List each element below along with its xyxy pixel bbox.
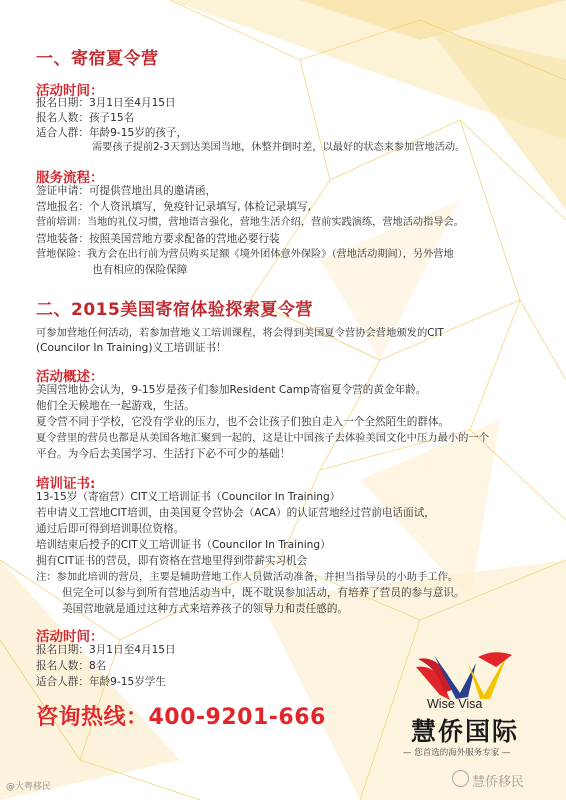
section1-activity-line: 需要孩子提前2-3天到达美国当地，休整并倒时差，以最好的状态来参加营地活动。	[92, 142, 466, 153]
section1-service-heading: 服务流程：	[36, 170, 104, 186]
section1-activity-time-heading: 活动时间：	[36, 83, 104, 99]
section2-overview-line: 他们全天候地在一起游戏，生活。	[36, 400, 195, 412]
section1-service-line: 营前培训：当地的礼仪习惯，营地语言强化，营地生活介绍，营前实践演练，营地活动指导会。	[36, 217, 464, 228]
section2-certificate-heading: 培训证书:	[36, 476, 96, 492]
section1-title: 一、寄宿夏令营	[36, 49, 159, 69]
section2-activity-line: 适合人群：年龄9-15岁学生	[36, 676, 166, 688]
section2-certificate-line: 若申请义工营地CIT培训，由美国夏令营协会（ACA）的认证营地经过营前电话面试，	[36, 507, 435, 519]
section2-certificate-line: 注：参加此培训的营员，主要是辅助营地工作人员做活动准备，并担当指导员的小助手工作。	[36, 571, 459, 583]
section2-overview-line: 平台。为今后去美国学习、生活打下必不可少的基础！	[36, 448, 291, 460]
section2-certificate-line: 培训结束后授予的CIT义工培训证书（Councilor In Training）	[36, 539, 331, 551]
section1-activity-line: 报名人数：孩子15名	[36, 112, 135, 124]
logo-slogan: — 您首选的海外服务专家 —	[403, 748, 511, 758]
section1-activity-line: 适合人群：年龄9-15岁的孩子，	[36, 127, 188, 139]
section2-intro-line: (Councilor In Training)义工培训证书！	[36, 342, 227, 354]
section2-overview-line: 夏令营里的营员也都是从美国各地汇聚到一起的，这是让中国孩子去体验美国文化中压力最小的一个	[36, 432, 490, 444]
logo-chinese-name: 慧侨国际	[411, 717, 520, 746]
section2-overview-line: 美国营地协会认为，9-15岁是孩子们参加Resident Camp寄宿夏令营的黄金年龄。	[36, 384, 427, 396]
section2-certificate-line: 但完全可以参与到所有营地活动当中，既不耽误参加活动，有培养了营员的参与意识。	[62, 587, 465, 599]
section2-activity-line: 报名日期：3月1日至4月15日	[36, 644, 176, 656]
section1-service-line: 营地报名：个人资讯填写，免疫针记录填写, 体检记录填写,	[36, 201, 311, 213]
section2-activity-time-heading: 活动时间：	[36, 629, 104, 645]
watermark-left: @大粤移民	[6, 782, 52, 792]
consult-hotline: 咨询热线：400-9201-666	[36, 705, 326, 730]
watermark-right: 慧侨移民	[472, 775, 525, 790]
section1-service-line: 营地保险：我方会在出行前为营员购买足额《境外团体意外保险》（营地活动期间），另外营地	[36, 249, 454, 260]
section1-activity-line: 报名日期：3月1日至4月15日	[36, 97, 176, 109]
section2-certificate-line: 通过后即可得到培训职位资格。	[36, 523, 185, 535]
section2-certificate-line: 美国营地就是通过这种方式来培养孩子的领导力和责任感的。	[62, 603, 349, 615]
wechat-icon	[452, 770, 469, 787]
section2-certificate-line: 13-15岁（寄宿营）CIT义工培训证书（Councilor In Training）	[36, 491, 341, 503]
section2-intro-line: 可参加营地任何活动，若参加营地义工培训课程，将会得到美国夏令营协会营地颁发的CIT	[36, 327, 444, 339]
section2-activity-line: 报名人数：8名	[36, 660, 107, 672]
section1-service-line: 签证申请：可提供营地出具的邀请函，	[36, 185, 217, 197]
section2-title: 二、2015美国寄宿体验探索夏令营	[36, 300, 313, 320]
section1-service-line: 营地装备：按照美国营地方要求配备的营地必要行装	[36, 233, 280, 245]
section1-service-line: 也有相应的保险保障	[92, 264, 188, 276]
section2-overview-heading: 活动概述：	[36, 369, 104, 385]
section2-overview-line: 夏令营不同于学校，它没有学业的压力，也不会让孩子们独自走入一个全然陌生的群体。	[36, 416, 450, 428]
section2-certificate-line: 拥有CIT证书的营员，即有资格在营地里得到带薪实习机会	[36, 555, 308, 567]
logo-english-name: Wise Visa	[427, 697, 483, 711]
